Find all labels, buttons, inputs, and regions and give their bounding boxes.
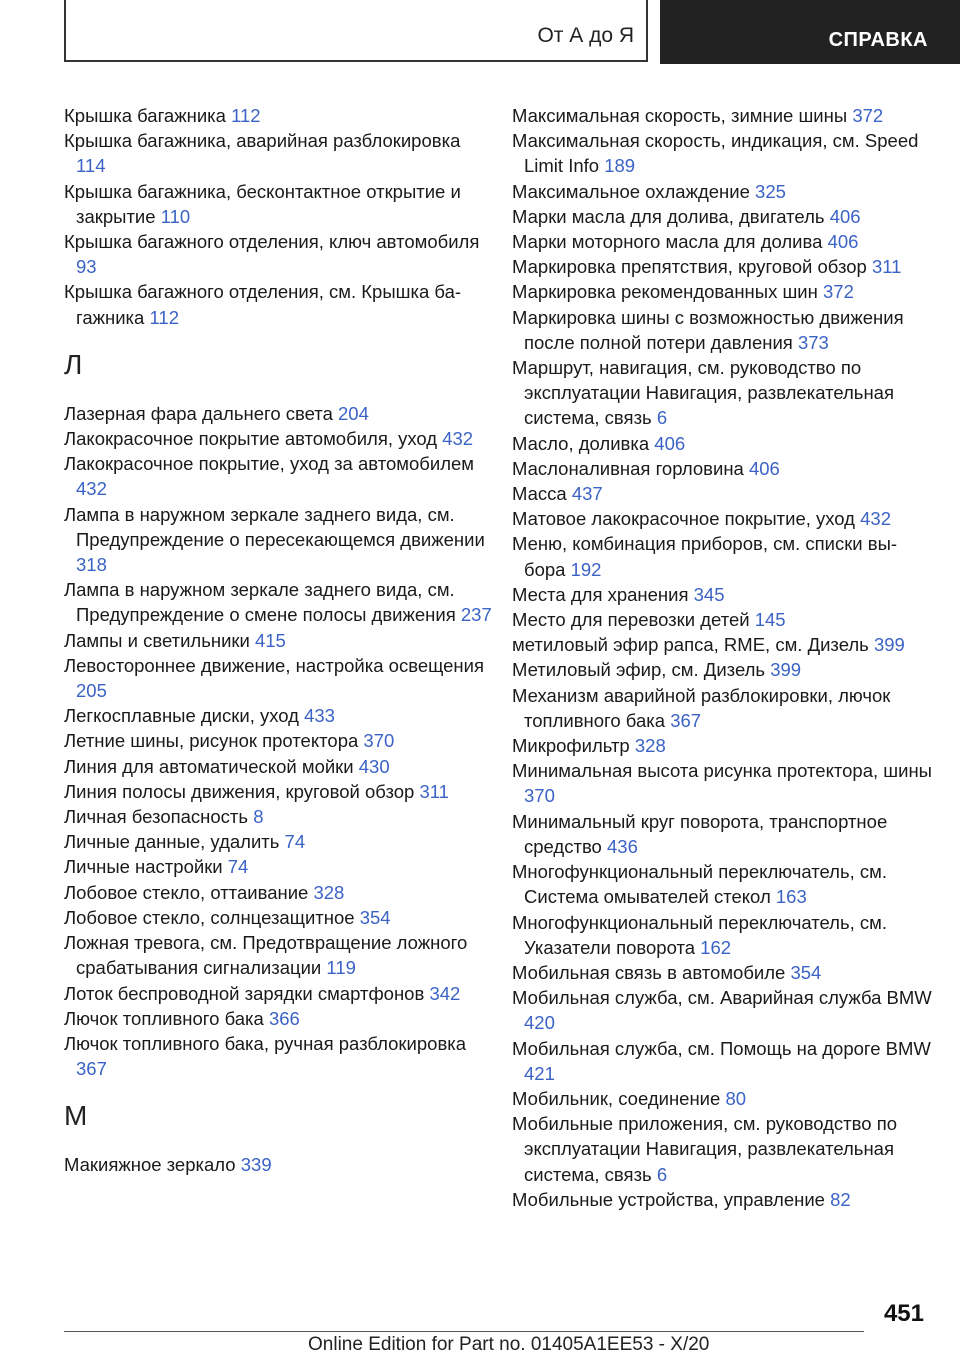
- index-entry-term: Лючок топливного бака: [64, 1007, 264, 1029]
- index-entry: [64, 502, 494, 578]
- index-entry-term: Микрофильтр: [512, 735, 630, 757]
- index-entry: [64, 829, 494, 854]
- index-page-link[interactable]: 6: [656, 1163, 668, 1185]
- index-page-link[interactable]: 367: [76, 1058, 107, 1080]
- index-entry-term: Лампа в наружном зеркале заднего вида, см. Предупреждение о пересекающемся движении: [64, 503, 485, 550]
- index-entry: [64, 577, 494, 627]
- index-entry-term: Крышка багажного отделения, см. Крышка багажника: [64, 281, 462, 328]
- index-entry-term: Максимальное охлаждение: [512, 180, 750, 202]
- index-page-link[interactable]: 432: [76, 478, 107, 500]
- index-entry: [512, 859, 932, 909]
- index-entry: [512, 481, 932, 506]
- index-entry-term: Маркировка рекомендованных шин: [512, 281, 818, 303]
- index-entry-term: Марки моторного масла для долива: [512, 231, 823, 253]
- index-page-link[interactable]: 399: [770, 659, 802, 681]
- index-entry-term: Крышка багажника, бесконтактное открытие и закрытие: [64, 180, 461, 227]
- index-page-link[interactable]: 114: [76, 155, 106, 177]
- index-page-link[interactable]: 112: [231, 105, 261, 126]
- index-page-link[interactable]: 430: [358, 755, 390, 777]
- index-page-link[interactable]: 345: [693, 583, 725, 605]
- index-entry: [512, 985, 932, 1035]
- index-page-link[interactable]: 370: [524, 785, 555, 807]
- index-page-link[interactable]: 354: [790, 961, 822, 983]
- header-chapter-tab: [660, 0, 960, 64]
- index-page-link[interactable]: 436: [607, 835, 638, 857]
- index-page-link[interactable]: 93: [76, 256, 97, 278]
- index-page-link[interactable]: 328: [634, 735, 666, 757]
- index-entry: [512, 506, 932, 531]
- index-page-link[interactable]: 192: [570, 558, 602, 580]
- index-entry-term: Места для хранения: [512, 583, 689, 605]
- index-entry-term: Личные данные, удалить: [64, 831, 280, 853]
- index-entry: [512, 607, 932, 632]
- index-page-link[interactable]: 420: [524, 1012, 555, 1034]
- index-entry-term: Линия для автоматической мойки: [64, 755, 354, 777]
- index-entry-term: Макияжное зеркало: [64, 1154, 236, 1176]
- index-entry-term: Матовое лакокрасочное покрытие, уход: [512, 508, 855, 530]
- index-entry: [64, 1152, 494, 1177]
- index-entry-term: Личная безопасность: [64, 806, 249, 828]
- index-page-link[interactable]: 406: [827, 231, 859, 253]
- index-entry: [512, 355, 932, 431]
- index-page-link[interactable]: 406: [654, 432, 686, 454]
- index-letter-heading: Л: [64, 348, 83, 380]
- index-entry: [512, 305, 932, 355]
- index-entry-term: Мобильник, соединение: [512, 1087, 721, 1109]
- index-entry-term: Лазерная фара дальнего света: [64, 402, 333, 424]
- index-page-link[interactable]: 204: [338, 402, 369, 424]
- index-entry-term: Маршрут, навигация, см. руководство по эксплуатации Навигация, развлекательная система, связь: [512, 357, 894, 429]
- index-entry-term: метиловый эфир рапса, RME, см. Дизель: [512, 634, 869, 656]
- index-page-link[interactable]: 6: [656, 407, 668, 429]
- index-entry: [64, 754, 494, 779]
- index-entry-term: Маслоналивная горловина: [512, 457, 744, 479]
- index-page-link[interactable]: 318: [76, 554, 107, 576]
- index-entry: [64, 880, 494, 905]
- index-entry: [64, 930, 494, 980]
- index-entry-term: Масло, доливка: [512, 432, 650, 454]
- index-entry: [512, 632, 932, 657]
- index-entry-term: Легкосплавные диски, уход: [64, 705, 299, 727]
- index-entry: [512, 960, 932, 985]
- index-page-link[interactable]: 311: [871, 256, 902, 278]
- index-entry: [512, 204, 932, 229]
- index-entry-term: Лобовое стекло, солнцезащитное: [64, 906, 355, 928]
- index-entry-term: Многофункциональный переключатель, см. Указатели поворота: [512, 911, 887, 958]
- index-page-link[interactable]: 80: [725, 1087, 747, 1109]
- index-entry-term: Максимальная скорость, индикация, см. Speed Limit Info: [512, 130, 919, 177]
- index-entry: [64, 728, 494, 753]
- header-section-tab: [64, 0, 648, 62]
- header-chapter-label: СПРАВКА: [828, 29, 928, 51]
- index-page-link[interactable]: 432: [860, 508, 891, 530]
- index-entry: [512, 1111, 932, 1187]
- index-entry: [512, 758, 932, 808]
- index-page-link[interactable]: 366: [268, 1007, 300, 1029]
- index-entry-term: Мобильная служба, см. Помощь на дороге BMW: [512, 1037, 931, 1059]
- index-page-link[interactable]: 339: [240, 1154, 272, 1176]
- index-page-link[interactable]: 406: [748, 457, 780, 479]
- index-entry-term: Мобильные устройства, управление: [512, 1188, 825, 1210]
- index-page-link[interactable]: 162: [700, 936, 732, 958]
- index-entry-term: Линия полосы движения, круговой обзор: [64, 780, 415, 802]
- index-column-left: [64, 103, 494, 1178]
- index-entry: [64, 451, 494, 501]
- index-page-link[interactable]: 367: [670, 709, 702, 731]
- index-entry: [64, 128, 494, 178]
- index-entry-term: Лючок топливного бака, ручная разблокировка: [64, 1032, 467, 1054]
- index-entry: [512, 809, 932, 859]
- index-page-link[interactable]: 8: [253, 806, 264, 828]
- index-entry-term: Летние шины, рисунок протектора: [64, 730, 359, 752]
- index-entry: [64, 804, 494, 829]
- index-entry: [64, 628, 494, 653]
- index-page-link[interactable]: 437: [571, 483, 603, 505]
- index-entry-term: Крышка багажника, аварийная разблокировка: [64, 130, 461, 152]
- index-entry: [64, 401, 494, 426]
- index-entry-term: Метиловый эфир, см. Дизель: [512, 659, 766, 681]
- index-entry: [512, 103, 932, 128]
- index-page-link[interactable]: 354: [359, 906, 391, 928]
- index-page-link[interactable]: 433: [304, 705, 335, 727]
- index-page-link[interactable]: 110: [160, 205, 191, 227]
- index-entry-term: Меню, комбинация приборов, см. списки выбора: [512, 533, 898, 580]
- index-entry-term: Лакокрасочное покрытие автомобиля, уход: [64, 428, 438, 450]
- index-entry-term: Маркировка препятствия, круговой обзор: [512, 256, 867, 278]
- index-entry: [512, 179, 932, 204]
- index-page-link[interactable]: 189: [604, 155, 636, 177]
- index-page-link[interactable]: 205: [76, 680, 107, 702]
- footer-divider: [64, 1331, 864, 1332]
- index-entry-term: Лампы и светильники: [64, 629, 250, 651]
- index-entry-term: Максимальная скорость, зимние шины: [512, 105, 848, 126]
- index-entry: [64, 981, 494, 1006]
- index-entry: [512, 431, 932, 456]
- index-entry-term: Лампа в наружном зеркале заднего вида, см. Предупреждение о смене полосы движения: [64, 579, 456, 626]
- index-page-link[interactable]: 145: [754, 609, 786, 631]
- index-page-link[interactable]: 325: [755, 180, 786, 202]
- index-entry-term: Личные настройки: [64, 856, 223, 878]
- index-entry: [512, 733, 932, 758]
- index-entry: [512, 254, 932, 279]
- index-page-link[interactable]: 119: [326, 957, 356, 979]
- index-entry: [64, 854, 494, 879]
- index-entry-term: Лобовое стекло, оттаивание: [64, 881, 309, 903]
- index-entry-term: Многофункциональный переключатель, см. Система омывателей стекол: [512, 861, 887, 908]
- index-entry: [64, 1006, 494, 1031]
- index-letter-heading: М: [64, 1100, 88, 1132]
- index-entry-term: Мобильная связь в автомобиле: [512, 961, 786, 983]
- index-entry: [64, 779, 494, 804]
- index-page-link[interactable]: 74: [284, 831, 306, 853]
- index-entry-term: Крышка багажного отделения, ключ автомобиля: [64, 231, 480, 253]
- index-entry: [512, 279, 932, 304]
- index-entry-term: Масса: [512, 483, 567, 505]
- index-page-link[interactable]: 421: [524, 1062, 555, 1084]
- index-entry: [512, 1187, 932, 1212]
- index-page-link[interactable]: 311: [419, 780, 449, 802]
- index-page-link[interactable]: 399: [873, 634, 905, 656]
- index-entry: [512, 1036, 932, 1086]
- index-entry: [64, 279, 494, 329]
- index-page-link[interactable]: 237: [460, 604, 492, 626]
- index-entry-term: Маркировка шины с возможностью движения после полной потери давления: [512, 306, 904, 353]
- index-page-link[interactable]: 372: [823, 281, 854, 303]
- index-entry: [64, 103, 494, 128]
- index-column-right: [512, 103, 932, 1212]
- index-page-link[interactable]: 112: [149, 306, 179, 328]
- index-page-link[interactable]: 342: [429, 982, 461, 1004]
- index-entry-term: Мобильные приложения, см. руководство по эксплуатации Навигация, развлекательная система, связь: [512, 1113, 897, 1185]
- index-entry-term: Лакокрасочное покрытие, уход за автомобилем: [64, 453, 474, 475]
- index-entry: [64, 653, 494, 703]
- index-entry: [512, 582, 932, 607]
- index-entry: [512, 910, 932, 960]
- index-entry: [512, 229, 932, 254]
- index-entry: [512, 1086, 932, 1111]
- footer-edition: Online Edition for Part no. 01405A1EE53 - X/20: [308, 1334, 710, 1355]
- index-page-link[interactable]: 415: [254, 629, 286, 651]
- index-page-link[interactable]: 370: [363, 730, 395, 752]
- index-page-link[interactable]: 372: [852, 105, 884, 126]
- index-entry-term: Лоток беспроводной зарядки смартфонов: [64, 982, 425, 1004]
- index-entry: [64, 905, 494, 930]
- index-entry-term: Место для перевозки детей: [512, 609, 750, 631]
- index-page-link[interactable]: 328: [313, 881, 345, 903]
- index-entry: [512, 683, 932, 733]
- index-entry: [512, 456, 932, 481]
- index-entry-term: Марки масла для долива, двигатель: [512, 205, 825, 227]
- index-entry-term: Механизм аварийной разблокировки, лючок топливного бака: [512, 684, 891, 731]
- index-page-link[interactable]: 432: [442, 428, 474, 450]
- index-entry-term: Левостороннее движение, настройка освещения: [64, 654, 484, 676]
- index-page-link[interactable]: 373: [797, 331, 829, 353]
- index-page-link[interactable]: 82: [830, 1188, 851, 1210]
- index-entry-term: Минимальная высота рисунка протектора, шины: [512, 760, 932, 782]
- header-section-label: От А до Я: [537, 24, 634, 47]
- index-page-link[interactable]: 163: [775, 886, 807, 908]
- index-page-link[interactable]: 406: [829, 205, 861, 227]
- index-entry-term: Минимальный круг поворота, транспортное средство: [512, 810, 888, 857]
- index-entry-term: Мобильная служба, см. Аварийная служба BMW: [512, 987, 932, 1009]
- index-entry: [64, 229, 494, 279]
- index-entry: [64, 703, 494, 728]
- index-page-link[interactable]: 74: [227, 856, 249, 878]
- index-entry: [64, 179, 494, 229]
- index-entry: [64, 1031, 494, 1081]
- index-entry: [512, 128, 932, 178]
- index-entry: [512, 657, 932, 682]
- page-number: 451: [883, 1300, 924, 1327]
- index-entry: [64, 426, 494, 451]
- index-entry-term: Крышка багажника: [64, 105, 226, 126]
- index-entry-term: Ложная тревога, см. Предотвращение ложного срабатывания сигнализации: [64, 932, 468, 979]
- index-entry: [512, 531, 932, 581]
